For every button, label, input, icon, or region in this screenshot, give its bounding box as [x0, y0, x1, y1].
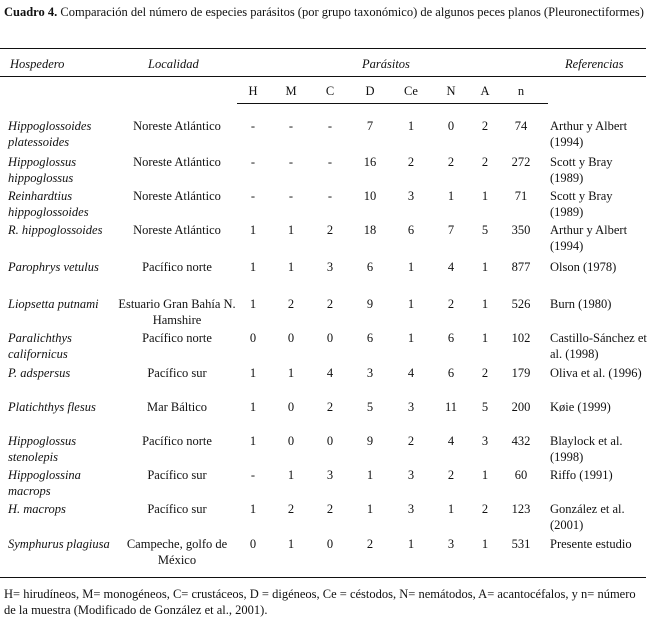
reference-cell: Scott y Bray (1989): [550, 155, 613, 185]
value-cell-n: 2: [447, 155, 455, 169]
value-cell-m: 1: [287, 260, 295, 274]
reference-cell: Presente estudio: [550, 537, 632, 551]
host-cell: Hippoglossoides platessoides: [8, 119, 92, 149]
value-cell-c: 0: [326, 434, 334, 448]
table-row: [0, 501, 648, 535]
value-cell-d: 2: [366, 537, 374, 551]
value-cell-d: 9: [366, 297, 374, 311]
table-row: [0, 399, 648, 433]
table-row: [0, 296, 648, 330]
value-cell-c: 4: [326, 366, 334, 380]
value-cell-n: 526: [511, 297, 531, 311]
locality-cell: Pacífico norte: [142, 331, 212, 345]
reference-cell: Oliva et al. (1996): [550, 366, 642, 380]
value-cell-h: 1: [249, 502, 257, 516]
table-row: [0, 536, 648, 570]
value-cell-ce: 3: [407, 502, 415, 516]
value-cell-h: -: [250, 189, 256, 203]
value-cell-d: 18: [363, 223, 377, 237]
value-cell-n: 4: [447, 434, 455, 448]
value-cell-c: 2: [326, 502, 334, 516]
value-cell-ce: 1: [407, 537, 415, 551]
table-row: [0, 330, 648, 364]
locality-cell: Pacífico norte: [142, 434, 212, 448]
value-cell-m: 0: [287, 400, 295, 414]
locality-cell: Noreste Atlántico: [133, 119, 221, 133]
value-cell-a: 1: [481, 260, 489, 274]
value-cell-ce: 1: [407, 297, 415, 311]
value-cell-m: -: [288, 155, 294, 169]
value-cell-c: 3: [326, 468, 334, 482]
value-cell-a: 2: [481, 502, 489, 516]
value-cell-m: 2: [287, 297, 295, 311]
subheader-n: n: [517, 84, 525, 98]
value-cell-a: 5: [481, 223, 489, 237]
locality-cell: Campeche, golfo de México: [126, 537, 228, 567]
reference-cell: Burn (1980): [550, 297, 612, 311]
value-cell-d: 16: [363, 155, 377, 169]
value-cell-c: 2: [326, 297, 334, 311]
host-cell: P. adspersus: [8, 366, 71, 380]
table-row: [0, 222, 648, 256]
table-row: [0, 259, 648, 293]
value-cell-d: 7: [366, 119, 374, 133]
reference-cell: Castillo-Sánchez et al. (1998): [550, 331, 647, 361]
value-cell-ce: 4: [407, 366, 415, 380]
header-references: Referencias: [565, 57, 624, 71]
value-cell-h: 1: [249, 260, 257, 274]
reference-cell: González et al. (2001): [550, 502, 625, 532]
value-cell-n: 6: [447, 366, 455, 380]
value-cell-d: 1: [366, 468, 374, 482]
value-cell-ce: 2: [407, 434, 415, 448]
value-cell-ce: 3: [407, 189, 415, 203]
host-cell: Liopsetta putnami: [8, 297, 99, 311]
reference-cell: Køie (1999): [550, 400, 611, 414]
table-row: [0, 467, 648, 501]
value-cell-ce: 3: [407, 400, 415, 414]
value-cell-m: 1: [287, 537, 295, 551]
value-cell-n: 7: [447, 223, 455, 237]
value-cell-d: 6: [366, 331, 374, 345]
value-cell-n: 11: [444, 400, 458, 414]
reference-cell: Blaylock et al. (1998): [550, 434, 623, 464]
value-cell-m: -: [288, 189, 294, 203]
footnote: H= hirudíneos, M= monogéneos, C= crustáceos, D = digéneos, Ce = céstodos, N= nemátodos, A= acantocéfalos, y n= número de la muestra (Modificado de González et al., 2001).: [4, 587, 636, 617]
subheader-d: D: [365, 84, 375, 98]
locality-cell: Estuario Gran Bahía N. Hamshire: [118, 297, 236, 327]
value-cell-n: 0: [447, 119, 455, 133]
host-cell: R. hippoglossoides: [8, 223, 103, 237]
value-cell-a: 1: [481, 468, 489, 482]
value-cell-n: 200: [511, 400, 531, 414]
reference-cell: Riffo (1991): [550, 468, 613, 482]
header-locality: Localidad: [148, 57, 199, 71]
parasites-rule: [237, 103, 548, 104]
value-cell-d: 6: [366, 260, 374, 274]
value-cell-m: 1: [287, 366, 295, 380]
locality-cell: Pacífico norte: [142, 260, 212, 274]
value-cell-c: 2: [326, 223, 334, 237]
value-cell-a: 1: [481, 297, 489, 311]
value-cell-c: 0: [326, 537, 334, 551]
locality-cell: Pacífico sur: [147, 366, 207, 380]
value-cell-ce: 2: [407, 155, 415, 169]
value-cell-m: 1: [287, 468, 295, 482]
host-cell: Symphurus plagiusa: [8, 537, 110, 551]
value-cell-n: 432: [511, 434, 531, 448]
host-cell: Paralichthys californicus: [8, 331, 72, 361]
value-cell-h: -: [250, 119, 256, 133]
value-cell-ce: 1: [407, 331, 415, 345]
value-cell-m: 0: [287, 434, 295, 448]
host-cell: Platichthys flesus: [8, 400, 96, 414]
host-cell: Hippoglossus hippoglossus: [8, 155, 77, 185]
top-rule: [0, 48, 646, 49]
header-rule: [0, 76, 646, 77]
value-cell-n: 4: [447, 260, 455, 274]
value-cell-h: 1: [249, 297, 257, 311]
value-cell-h: 0: [249, 331, 257, 345]
value-cell-ce: 1: [407, 119, 415, 133]
value-cell-a: 2: [481, 155, 489, 169]
caption-label: Cuadro 4.: [4, 5, 58, 19]
value-cell-n: 102: [511, 331, 531, 345]
value-cell-h: 0: [249, 537, 257, 551]
table-row: [0, 154, 648, 188]
value-cell-n: 350: [511, 223, 531, 237]
value-cell-n: 179: [511, 366, 531, 380]
subheader-a: A: [480, 84, 490, 98]
table-caption: [4, 4, 644, 20]
value-cell-d: 3: [366, 366, 374, 380]
locality-cell: Pacífico sur: [147, 468, 207, 482]
value-cell-n: 60: [514, 468, 528, 482]
value-cell-n: 877: [511, 260, 531, 274]
subheader-h: H: [248, 84, 258, 98]
value-cell-n: 123: [511, 502, 531, 516]
value-cell-m: 1: [287, 223, 295, 237]
value-cell-n: 3: [447, 537, 455, 551]
table-row: [0, 433, 648, 467]
table-row: [0, 188, 648, 222]
value-cell-h: 1: [249, 223, 257, 237]
value-cell-c: 2: [326, 400, 334, 414]
reference-cell: Olson (1978): [550, 260, 617, 274]
reference-cell: Arthur y Albert (1994): [550, 119, 628, 149]
bottom-rule: [0, 577, 646, 578]
reference-cell: Arthur y Albert (1994): [550, 223, 628, 253]
value-cell-ce: 6: [407, 223, 415, 237]
host-cell: Parophrys vetulus: [8, 260, 99, 274]
value-cell-a: 2: [481, 119, 489, 133]
value-cell-h: -: [250, 155, 256, 169]
host-cell: H. macrops: [8, 502, 66, 516]
value-cell-c: 3: [326, 260, 334, 274]
value-cell-c: 0: [326, 331, 334, 345]
value-cell-h: 1: [249, 434, 257, 448]
value-cell-n: 71: [514, 189, 528, 203]
value-cell-n: 74: [514, 119, 528, 133]
host-cell: Hippoglossus stenolepis: [8, 434, 77, 464]
value-cell-a: 1: [481, 537, 489, 551]
value-cell-n: 1: [447, 189, 455, 203]
locality-cell: Noreste Atlántico: [133, 223, 221, 237]
value-cell-c: -: [327, 189, 333, 203]
value-cell-ce: 3: [407, 468, 415, 482]
table-row: [0, 365, 648, 399]
value-cell-a: 3: [481, 434, 489, 448]
subheader-c: C: [325, 84, 335, 98]
locality-cell: Noreste Atlántico: [133, 155, 221, 169]
subheader-m: M: [285, 84, 297, 98]
value-cell-m: 2: [287, 502, 295, 516]
subheader-n: N: [446, 84, 456, 98]
value-cell-n: 2: [447, 468, 455, 482]
value-cell-d: 5: [366, 400, 374, 414]
value-cell-m: -: [288, 119, 294, 133]
value-cell-d: 9: [366, 434, 374, 448]
value-cell-c: -: [327, 155, 333, 169]
value-cell-n: 272: [511, 155, 531, 169]
value-cell-n: 531: [511, 537, 531, 551]
value-cell-h: -: [250, 468, 256, 482]
value-cell-h: 1: [249, 366, 257, 380]
value-cell-n: 1: [447, 502, 455, 516]
value-cell-d: 10: [363, 189, 377, 203]
host-cell: Reinhardtius hippoglossoides: [8, 189, 89, 219]
header-parasites: Parásitos: [362, 57, 410, 71]
table-row: [0, 118, 648, 152]
value-cell-d: 1: [366, 502, 374, 516]
value-cell-n: 6: [447, 331, 455, 345]
value-cell-h: 1: [249, 400, 257, 414]
locality-cell: Noreste Atlántico: [133, 189, 221, 203]
header-host: Hospedero: [10, 57, 65, 71]
subheader-ce: Ce: [404, 84, 418, 98]
locality-cell: Pacífico sur: [147, 502, 207, 516]
value-cell-ce: 1: [407, 260, 415, 274]
value-cell-a: 2: [481, 366, 489, 380]
value-cell-n: 2: [447, 297, 455, 311]
reference-cell: Scott y Bray (1989): [550, 189, 613, 219]
value-cell-c: -: [327, 119, 333, 133]
host-cell: Hippoglossina macrops: [8, 468, 81, 498]
value-cell-a: 5: [481, 400, 489, 414]
locality-cell: Mar Báltico: [146, 400, 208, 414]
value-cell-a: 1: [481, 189, 489, 203]
value-cell-m: 0: [287, 331, 295, 345]
caption-text: Comparación del número de especies parásitos (por grupo taxonómico) de algunos peces planos (Pleuronectiformes): [57, 5, 644, 19]
value-cell-a: 1: [481, 331, 489, 345]
